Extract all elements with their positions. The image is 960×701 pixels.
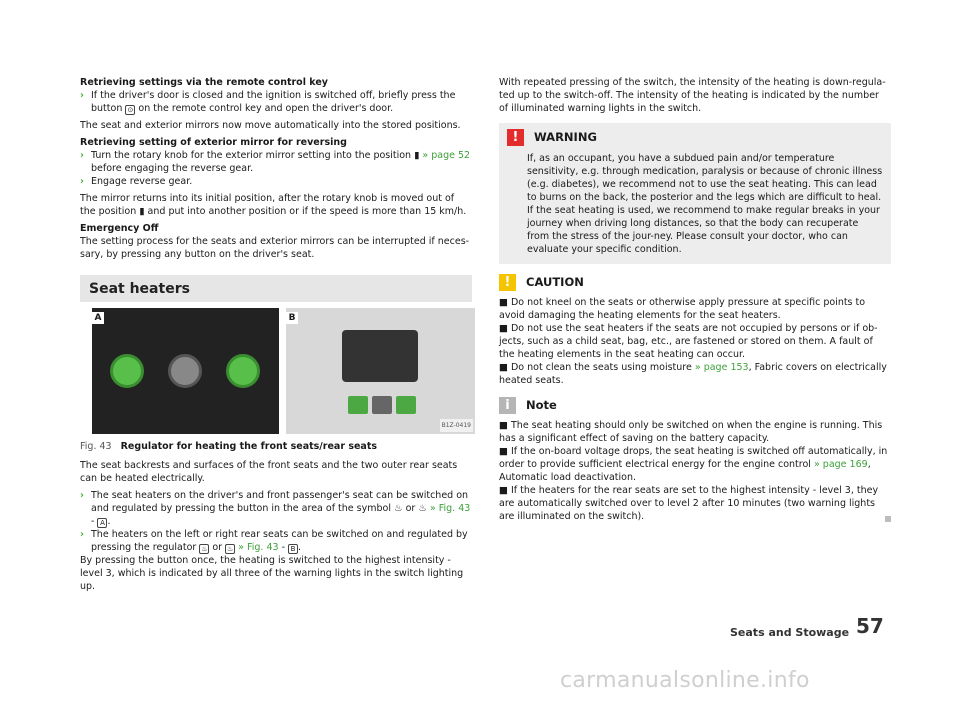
bullet-remote-control <box>80 89 472 115</box>
caution-header <box>499 274 891 291</box>
note-title: Note <box>526 398 557 412</box>
figure-link[interactable]: » Fig. 43 <box>429 503 471 514</box>
bullet-rear-seat-heaters: › The heaters on the left or right rear seats can be switched on and regulated by pressing the regulator ♨ or ♨ » Fig. 43 - B . <box>80 529 468 553</box>
front-seat-heater-right-knob <box>226 354 260 388</box>
rear-center-button <box>372 396 392 414</box>
figure-label-a: A <box>92 312 104 324</box>
chevron-icon: › <box>80 150 84 161</box>
bullet-text: Turn the rotary knob for the exterior mirror setting into the position <box>91 150 412 161</box>
chevron-icon: › <box>80 176 84 187</box>
section-end-mark <box>885 516 891 522</box>
seat-heat-left-icon: ♨ <box>394 503 403 514</box>
label-b-icon: B <box>288 544 298 554</box>
mirror-position-icon: ▮ <box>414 150 420 161</box>
section-title-seat-heaters: Seat heaters <box>80 275 472 302</box>
chevron-icon: › <box>80 529 84 540</box>
bullet-text: If the driver's door is closed and the ignition is switched off, briefly press the button <box>91 90 456 114</box>
note-item: ■ If the on-board voltage drops, the seat heating is switched off automatically, in order to provide sufficient electrical energy for the engine control » page 169, Automatic load deactivation. <box>499 446 888 483</box>
heading-reversing: Retrieving setting of exterior mirror for reversing <box>80 137 347 148</box>
mirror-position-icon: ▮ <box>139 206 145 217</box>
warning-text: If, as an occupant, you have a subdued pain and/or temperature sensitivity, e.g. through medication, paralysis or because of chronic illness (e.g. diabetes), we recommend not to use the seat heating. This can lead to burns on the back, the posterior and the legs which are difficult to heal. If the seat heating is used, we recommend to make regular breaks in your journey when driving long distances, so that the body can recuperate from the stress of the jour-ney. Please consult your doctor, who can evaluate your specific condition. <box>527 153 883 255</box>
heading-remote-control: Retrieving settings via the remote control key <box>80 77 328 88</box>
chevron-icon: › <box>80 490 84 501</box>
page-number: 57 <box>856 614 884 638</box>
right-column <box>499 76 891 526</box>
page-link[interactable]: » page 153 <box>694 362 749 373</box>
caution-item: ■ Do not kneel on the seats or otherwise apply pressure at specific points to avoid damaging the heating elements for the seat heaters. <box>499 297 866 321</box>
note-header <box>499 397 891 414</box>
heading-emergency-off: Emergency Off <box>80 223 159 234</box>
seat-heat-right-icon: ♨ <box>418 503 427 514</box>
info-icon: i <box>499 397 516 414</box>
label-a-icon: A <box>97 518 107 528</box>
climate-control-knob <box>168 354 202 388</box>
watermark: carmanualsonline.info <box>560 668 810 693</box>
seat-heat-right-button-icon: ♨ <box>226 545 234 553</box>
bullet-text-cont: before engaging the reverse gear. <box>91 163 254 174</box>
rear-seat-heater-left-button <box>348 396 368 414</box>
caution-icon: ! <box>499 274 516 291</box>
paragraph-intensity: With repeated pressing of the switch, the intensity of the heating is down-regula-ted up to the switch-off. The intensity of the heating is indicated by the number of illuminated warning lights in the switch. <box>499 77 886 114</box>
note-item: ■ The seat heating should only be switched on when the engine is running. This has a significant effect of saving on the battery capacity. <box>499 420 883 444</box>
caution-title: CAUTION <box>526 275 584 289</box>
lock-button-icon: ⊙ <box>125 105 135 115</box>
page-link[interactable]: » page 52 <box>422 150 471 161</box>
figure-43 <box>80 308 472 434</box>
warning-title: WARNING <box>534 130 597 144</box>
figure-panel-front <box>92 308 279 434</box>
bullet-reverse-gear <box>80 175 472 188</box>
bullet-text-cont: on the remote control key and open the driver's door. <box>138 103 394 114</box>
left-column <box>80 76 472 597</box>
bullet-text: Engage reverse gear. <box>91 176 193 187</box>
caption-text: Regulator for heating the front seats/rear seats <box>120 441 378 452</box>
figure-caption <box>80 440 472 453</box>
caution-item: ■ Do not use the seat heaters if the seats are not occupied by persons or if ob-jects, such as a child seat, bag, etc., are fastened or stored on them. A fault of the heating elements in the seat heating can occur. <box>499 323 878 360</box>
rear-seat-heater-right-button <box>396 396 416 414</box>
paragraph-mirror-returns: The mirror returns into its initial position, after the rotary knob is moved out of the position ▮ and put into another position or if the speed is more than 15 km/h. <box>80 193 467 217</box>
warning-box <box>499 123 891 264</box>
rear-air-vent <box>342 330 418 382</box>
figure-code: B1Z-0419 <box>440 419 473 432</box>
paragraph-highest-intensity: By pressing the button once, the heating is switched to the highest intensity - level 3, which is indicated by all three of the warning lights in the switch lighting up. <box>80 555 464 592</box>
chevron-icon: › <box>80 90 84 101</box>
bullet-rotary-knob <box>80 149 472 175</box>
caution-item: ■ Do not clean the seats using moisture » page 153, Fabric covers on electrically heated seats. <box>499 362 887 386</box>
paragraph-heated-electrically: The seat backrests and surfaces of the front seats and the two outer rear seats can be heated electrically. <box>80 460 458 484</box>
paragraph-emergency-off: The setting process for the seats and exterior mirrors can be interrupted if neces-sary, by pressing any button on the driver's seat. <box>80 236 470 260</box>
warning-icon: ! <box>507 129 524 146</box>
caption-number: Fig. 43 <box>80 441 112 452</box>
page-link[interactable]: » page 169 <box>813 459 868 470</box>
note-item: ■ If the heaters for the rear seats are set to the highest intensity - level 3, they are automatically switched over to level 2 after 10 minutes (two warning lights are illuminated on the switch). <box>499 485 879 522</box>
figure-link[interactable]: » Fig. 43 <box>238 542 279 553</box>
figure-panel-rear <box>286 308 475 434</box>
chapter-title: Seats and Stowage <box>730 626 850 639</box>
figure-label-b: B <box>286 312 298 324</box>
bullet-front-seat-heaters: › The seat heaters on the driver's and front passenger's seat can be switched on and regulated by pressing the button in the area of the symbol ♨ or ♨ » Fig. 43 - A . <box>80 490 471 527</box>
paragraph-stored-positions: The seat and exterior mirrors now move automatically into the stored positions. <box>80 120 461 131</box>
front-seat-heater-left-knob <box>110 354 144 388</box>
seat-heat-left-button-icon: ♨ <box>201 545 208 553</box>
